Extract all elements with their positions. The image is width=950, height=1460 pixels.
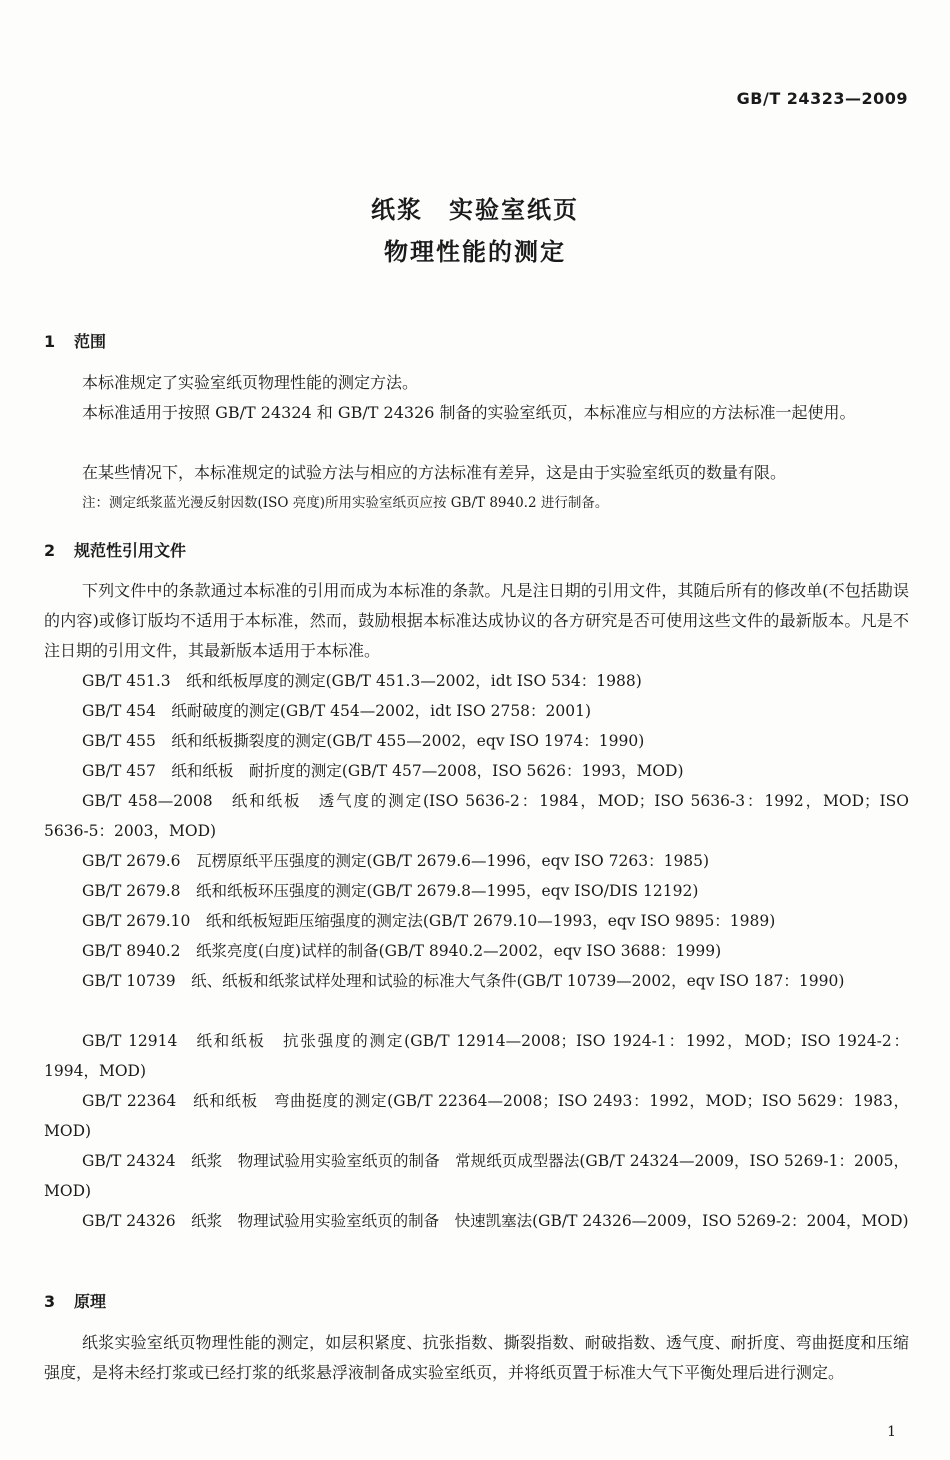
page-number: 1 xyxy=(887,1424,896,1440)
reference-item: GB/T 2679.8 纸和纸板环压强度的测定(GB/T 2679.8—1995，eqv ISO/DIS 12192) xyxy=(82,882,699,900)
section-number: 2 xyxy=(44,541,56,560)
reference-item: GB/T 2679.6 瓦楞原纸平压强度的测定(GB/T 2679.6—1996，eqv ISO 7263：1985) xyxy=(82,852,710,870)
reference-item: GB/T 24324 纸浆 物理试验用实验室纸页的制备 常规纸页成型器法(GB/T 24324—2009，ISO 5269-1：2005，MOD) xyxy=(44,1152,909,1200)
section-1-paragraph-1: 本标准规定了实验室纸页物理性能的测定方法。 xyxy=(82,373,419,392)
reference-item: GB/T 458—2008 纸和纸板 透气度的测定(ISO 5636-2：1984，MOD；ISO 5636-3：1992，MOD；ISO 5636-5：2003，MOD) xyxy=(44,792,909,840)
section-2-intro: 下列文件中的条款通过本标准的引用而成为本标准的条款。凡是注日期的引用文件，其随后所有的修改单(不包括勘误的内容)或修订版均不适用于本标准，然而，鼓励根据本标准达成协议的各方研究是否可使用这些文件的最新版本。凡是不注日期的引用文件，其最新版本适用于本标准。 xyxy=(44,581,909,660)
reference-item: GB/T 24326 纸浆 物理试验用实验室纸页的制备 快速凯塞法(GB/T 24326—2009，ISO 5269-2：2004，MOD) xyxy=(82,1212,909,1230)
section-1-note: 注：测定纸浆蓝光漫反射因数(ISO 亮度)所用实验室纸页应按 GB/T 8940.2 进行制备。 xyxy=(82,495,609,511)
reference-item: GB/T 451.3 纸和纸板厚度的测定(GB/T 451.3—2002，idt ISO 534：1988) xyxy=(82,672,642,690)
section-3-heading xyxy=(44,1289,106,1312)
section-1-heading xyxy=(44,329,106,352)
standard-code: GB/T 24323—2009 xyxy=(736,89,908,108)
section-2-heading xyxy=(44,538,186,561)
section-3-paragraph-1: 纸浆实验室纸页物理性能的测定，如层积紧度、抗张指数、撕裂指数、耐破指数、透气度、耐折度、弯曲挺度和压缩强度，是将未经打浆或已经打浆的纸浆悬浮液制备成实验室纸页，并将纸页置于标准大气下平衡处理后进行测定。 xyxy=(44,1333,909,1382)
section-number: 3 xyxy=(44,1292,56,1311)
section-1-paragraph-2: 本标准适用于按照 GB/T 24324 和 GB/T 24326 制备的实验室纸页，本标准应与相应的方法标准一起使用。 xyxy=(82,403,856,422)
reference-item: GB/T 10739 纸、纸板和纸浆试样处理和试验的标准大气条件(GB/T 10739—2002，eqv ISO 187：1990) xyxy=(82,972,845,990)
reference-item: GB/T 22364 纸和纸板 弯曲挺度的测定(GB/T 22364—2008；ISO 2493：1992，MOD；ISO 5629：1983，MOD) xyxy=(44,1092,909,1140)
section-title: 原理 xyxy=(74,1292,107,1311)
reference-item: GB/T 455 纸和纸板撕裂度的测定(GB/T 455—2002，eqv ISO 1974：1990) xyxy=(82,732,645,750)
reference-item: GB/T 8940.2 纸浆亮度(白度)试样的制备(GB/T 8940.2—2002，eqv ISO 3688：1999) xyxy=(82,942,722,960)
section-title: 范围 xyxy=(74,332,107,351)
section-number: 1 xyxy=(44,332,56,351)
document-title-line2: 物理性能的测定 xyxy=(384,238,566,266)
section-1-paragraph-3: 在某些情况下，本标准规定的试验方法与相应的方法标准有差异，这是由于实验室纸页的数量有限。 xyxy=(82,463,787,482)
reference-item: GB/T 457 纸和纸板 耐折度的测定(GB/T 457—2008，ISO 5626：1993，MOD) xyxy=(82,762,684,780)
document-title-line1: 纸浆 实验室纸页 xyxy=(371,196,579,224)
reference-item: GB/T 454 纸耐破度的测定(GB/T 454—2002，idt ISO 2758：2001) xyxy=(82,702,592,720)
reference-item: GB/T 2679.10 纸和纸板短距压缩强度的测定法(GB/T 2679.10—1993，eqv ISO 9895：1989) xyxy=(82,912,776,930)
section-title: 规范性引用文件 xyxy=(74,541,187,560)
reference-item: GB/T 12914 纸和纸板 抗张强度的测定(GB/T 12914—2008；ISO 1924-1：1992，MOD；ISO 1924-2：1994，MOD) xyxy=(44,1032,909,1080)
